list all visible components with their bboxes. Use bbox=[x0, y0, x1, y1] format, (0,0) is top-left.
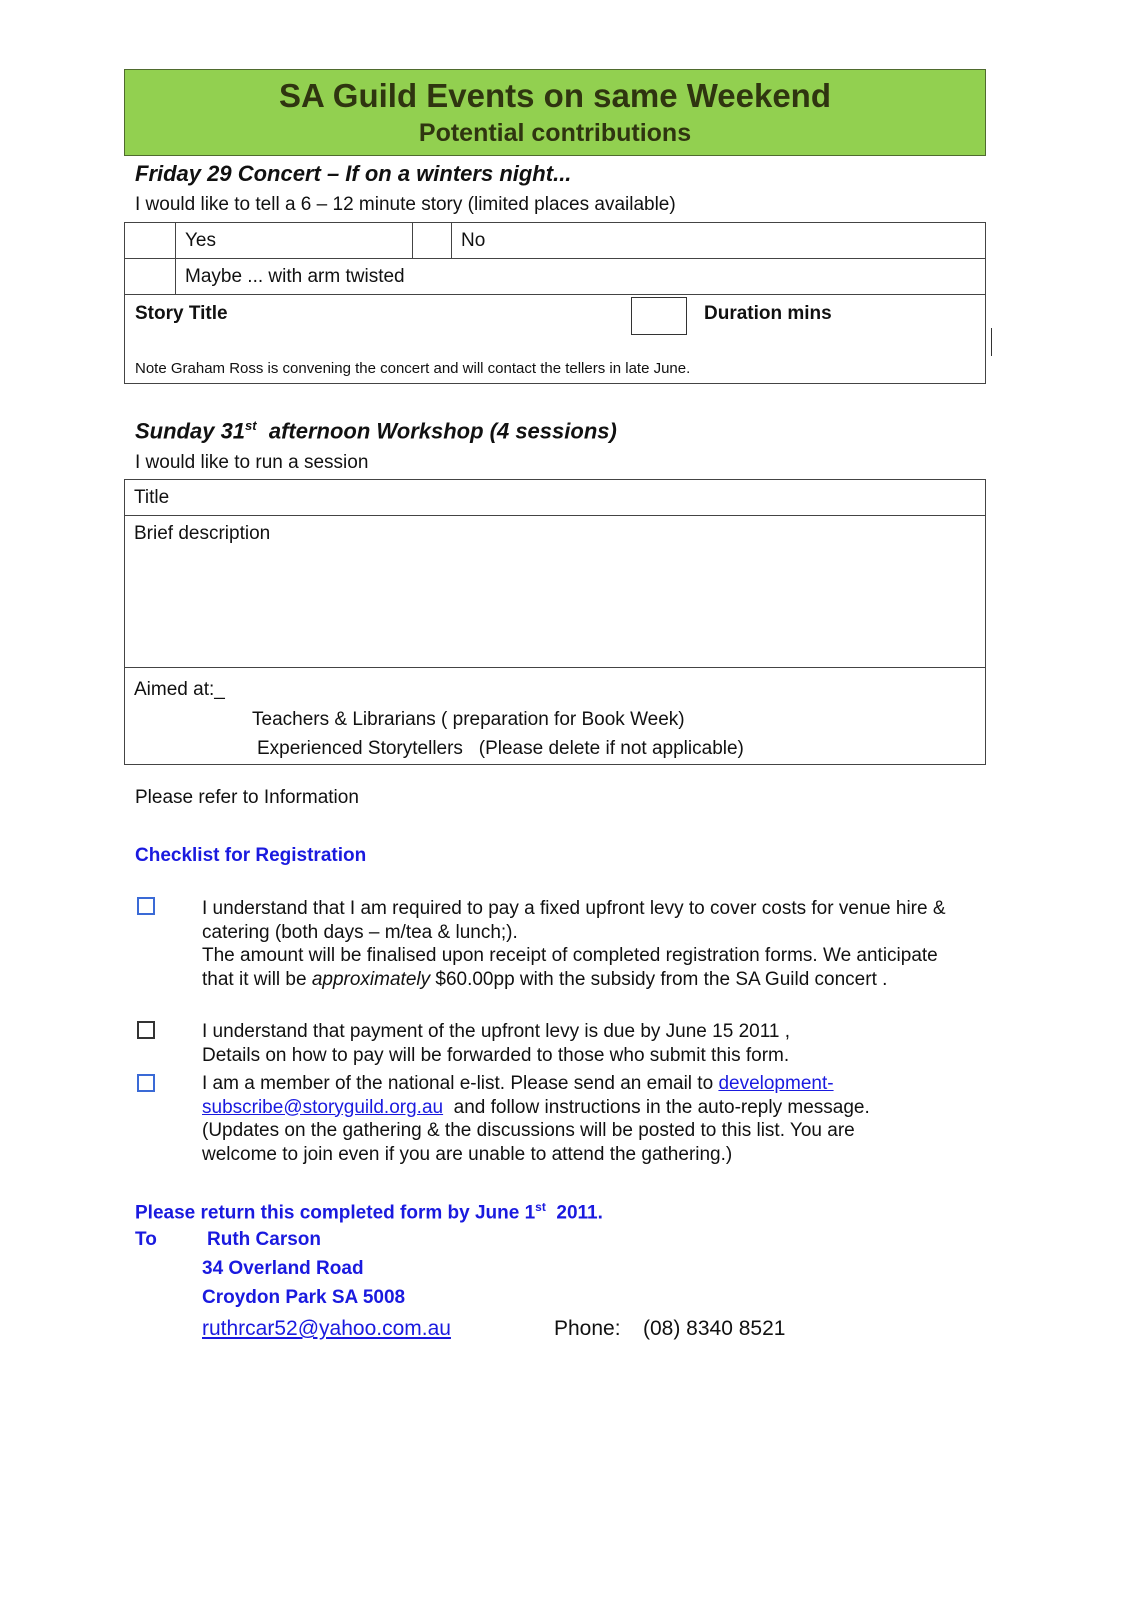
elist-text bbox=[202, 1072, 932, 1166]
recipient-street: 34 Overland Road bbox=[202, 1258, 364, 1279]
maybe-checkbox-cell[interactable] bbox=[125, 259, 176, 295]
concert-note: Note Graham Ross is convening the concert and will contact the tellers in late June. bbox=[135, 360, 691, 377]
recipient-name: Ruth Carson bbox=[207, 1229, 321, 1250]
aimed-at-cell[interactable] bbox=[125, 668, 986, 765]
checklist-heading: Checklist for Registration bbox=[135, 845, 367, 866]
phone-number: (08) 8340 8521 bbox=[643, 1317, 786, 1340]
aim-storytellers: Experienced Storytellers (Please delete if not applicable) bbox=[257, 738, 744, 759]
refer-note: Please refer to Information bbox=[135, 787, 359, 808]
yes-option: Yes bbox=[176, 223, 413, 259]
payment-text bbox=[202, 1020, 947, 1067]
return-deadline-text: Please return this completed form by June 1 bbox=[135, 1202, 536, 1224]
aimed-at-label: Aimed at:_ bbox=[134, 679, 225, 700]
subscribe-email-link[interactable]: development-subscribe@storyguild.org.au bbox=[202, 1073, 834, 1118]
friday-intro: I would like to tell a 6 – 12 minute story (limited places available) bbox=[135, 194, 676, 215]
page-title: SA Guild Events on same Weekend bbox=[279, 77, 831, 114]
story-title-cell[interactable] bbox=[125, 295, 986, 384]
sunday-intro: I would like to run a session bbox=[135, 452, 369, 473]
return-deadline-year: 2011. bbox=[545, 1202, 603, 1224]
sunday-heading bbox=[135, 418, 617, 444]
payment-checkbox[interactable] bbox=[137, 1021, 155, 1039]
workshop-title-field[interactable]: Title bbox=[125, 480, 986, 516]
return-deadline-sup: st bbox=[535, 1200, 546, 1214]
recipient-email-link[interactable]: ruthrcar52@yahoo.com.au bbox=[202, 1317, 451, 1340]
friday-table bbox=[124, 222, 986, 384]
sunday-heading-text: Sunday 31 bbox=[135, 418, 246, 444]
yes-checkbox-cell[interactable] bbox=[125, 223, 176, 259]
sunday-heading-rest: afternoon Workshop (4 sessions) bbox=[256, 418, 617, 444]
recipient-suburb: Croydon Park SA 5008 bbox=[202, 1287, 406, 1308]
sunday-heading-sup: st bbox=[245, 418, 257, 433]
levy-text-2 bbox=[202, 944, 947, 991]
maybe-option: Maybe ... with arm twisted bbox=[176, 259, 986, 295]
duration-label: Duration mins bbox=[704, 303, 832, 324]
duration-input[interactable] bbox=[631, 297, 687, 335]
no-option: No bbox=[452, 223, 986, 259]
no-checkbox-cell[interactable] bbox=[413, 223, 452, 259]
return-deadline bbox=[135, 1200, 603, 1224]
friday-heading: Friday 29 Concert – If on a winters night... bbox=[135, 161, 572, 186]
workshop-description-field[interactable]: Brief description bbox=[125, 516, 986, 668]
levy-checkbox[interactable] bbox=[137, 897, 155, 915]
levy-amount-post: $60.00pp with the subsidy from the SA Guild concert . bbox=[430, 968, 888, 990]
title-banner bbox=[124, 69, 986, 156]
levy-text-1: I understand that I am required to pay a fixed upfront levy to cover costs for venue hire & catering (both days – m/tea & lunch;). bbox=[202, 898, 946, 943]
page-subtitle: Potential contributions bbox=[418, 119, 692, 147]
levy-text bbox=[202, 897, 947, 991]
to-label: To bbox=[135, 1229, 157, 1250]
elist-text-2: and follow instructions in the auto-reply message. (Updates on the gathering & the discussions will be posted to this list. You are welcome to join even if you are unable to attend the gathering.) bbox=[202, 1096, 876, 1165]
elist-text-1: I am a member of the national e-list. Please send an email to bbox=[202, 1073, 719, 1094]
text-cursor bbox=[991, 328, 992, 356]
elist-checkbox[interactable] bbox=[137, 1074, 155, 1092]
workshop-table bbox=[124, 479, 986, 765]
levy-approx: approximately bbox=[311, 968, 431, 990]
story-title-label: Story Title bbox=[135, 303, 228, 324]
payment-text-1: I understand that payment of the upfront levy is due by June 15 2011 , bbox=[202, 1021, 790, 1042]
payment-text-2: Details on how to pay will be forwarded to those who submit this form. bbox=[202, 1044, 790, 1066]
levy-amount-pre: The amount will be finalised upon receipt of completed registration forms. We anticipate that it will be bbox=[202, 945, 938, 990]
phone-label: Phone: bbox=[554, 1317, 621, 1340]
aim-teachers: Teachers & Librarians ( preparation for Book Week) bbox=[252, 708, 685, 730]
